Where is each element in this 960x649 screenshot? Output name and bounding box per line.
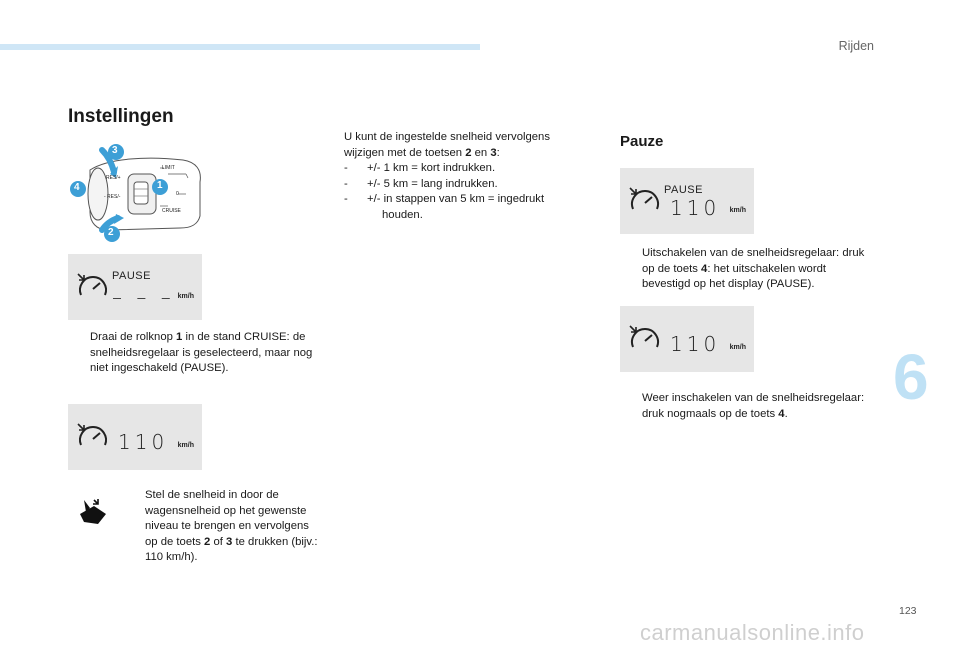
paragraph-snelheid-instellen: Stel de snelheid in door de wagensnelheid op het gewenste niveau te brengen en vervolgens op de toets 2 of 3 te drukken (bijv.: 110 km/h). <box>145 489 318 564</box>
cruise-control-lever-illustration <box>68 138 208 246</box>
speedometer-icon <box>76 422 110 450</box>
display-speed-110 <box>68 404 202 470</box>
lever-label-res-minus: - RES/- <box>104 194 121 200</box>
list-item: +/- 1 km = kort indrukken. <box>367 162 496 174</box>
lever-drawing <box>68 138 208 246</box>
list-item-dash: - <box>344 193 348 205</box>
display-speed: 110 <box>118 430 169 454</box>
list-item: +/- in stappen van 5 km = ingedrukt <box>367 193 545 205</box>
lever-label-res-plus: RES/+ <box>106 175 121 181</box>
page-number: 123 <box>899 605 917 617</box>
list-item: +/- 5 km = lang indrukken. <box>367 178 498 190</box>
display-unit: km/h <box>177 442 194 449</box>
display-status: PAUSE <box>664 184 703 196</box>
list-item: houden. <box>382 209 423 221</box>
list-item-dash: - <box>344 178 348 190</box>
chapter-number: 6 <box>893 341 929 413</box>
paragraph-inschakelen: Weer inschakelen van de snelheidsregelaar: druk nogmaals op de toets 4. <box>642 392 865 420</box>
display-speed: 110 <box>670 332 721 356</box>
paragraph-rolknop: Draai de rolknop 1 in de stand CRUISE: de snelheidsregelaar is geselecteerd, maar nog niet ingeschakeld (PAUSE). <box>90 331 313 375</box>
lever-label-cruise: CRUISE <box>162 208 181 214</box>
display-speed: – – – <box>112 285 175 309</box>
lever-badge-4-label: 4 <box>74 182 80 193</box>
display-speed: 110 <box>670 196 721 220</box>
list-item-dash: - <box>344 162 348 174</box>
speedometer-icon <box>76 272 110 300</box>
lever-badge-2-label: 2 <box>108 227 114 238</box>
paragraph-wijzigen: U kunt de ingestelde snelheid vervolgens wijzigen met de toetsen 2 en 3: <box>344 131 550 159</box>
lever-badge-3-label: 3 <box>112 145 118 156</box>
hand-pressing-icon <box>76 496 110 526</box>
display-unit: km/h <box>729 344 746 351</box>
display-speed-110-active <box>620 306 754 372</box>
speedometer-icon <box>628 324 662 352</box>
display-pause-110 <box>620 168 754 234</box>
section-title-pauze: Pauze <box>620 133 664 150</box>
header-accent-bar <box>0 44 480 50</box>
speedometer-icon <box>628 186 662 214</box>
section-title-instellingen: Instellingen <box>68 106 174 127</box>
lever-label-limit: LIMIT <box>162 165 175 171</box>
lever-label-zero: 0 <box>176 191 179 197</box>
paragraph-uitschakelen: Uitschakelen van de snelheidsregelaar: druk op de toets 4: het uitschakelen wordt bevestigd op het display (PAUSE). <box>642 247 865 291</box>
chapter-title: Rijden <box>838 39 874 53</box>
display-pause-empty <box>68 254 202 320</box>
display-unit: km/h <box>729 207 746 214</box>
display-unit: km/h <box>177 293 194 300</box>
display-status: PAUSE <box>112 270 151 282</box>
watermark: carmanualsonline.info <box>640 620 865 645</box>
lever-badge-1-label: 1 <box>157 180 163 191</box>
